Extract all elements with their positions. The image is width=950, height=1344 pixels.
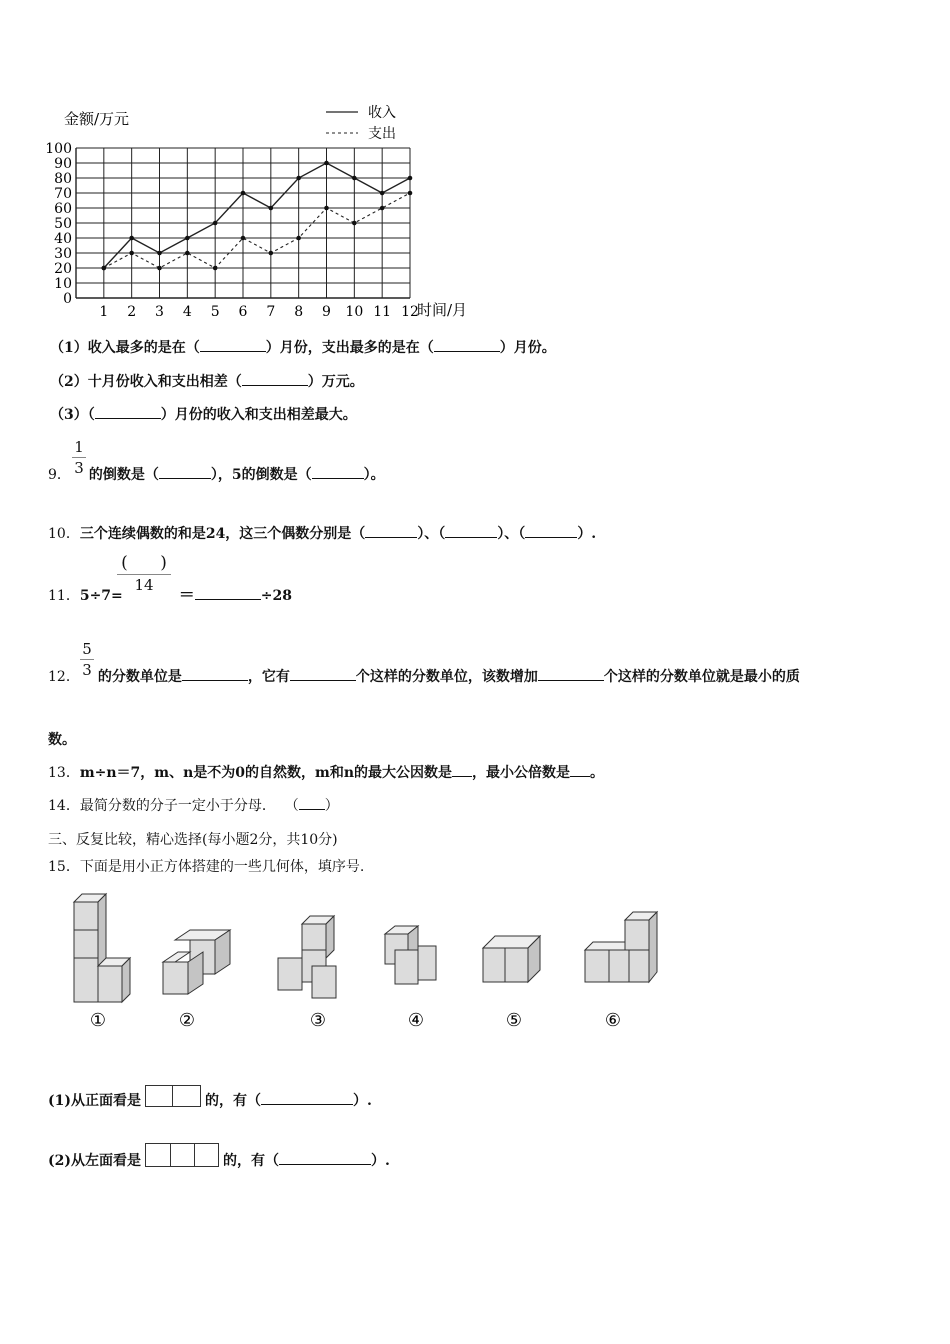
answer-blank[interactable] — [445, 523, 497, 538]
chart-y-ticks — [45, 141, 72, 307]
data-point — [352, 176, 357, 181]
figure-1-cubes — [74, 894, 130, 1002]
legend-expense-label: 支出 — [368, 126, 396, 142]
section-3-title: 三、反复比较，精心选择(每小题2分，共10分) — [48, 832, 338, 848]
legend-income-label: 收入 — [368, 105, 396, 121]
chart-grid — [76, 148, 410, 298]
data-point — [213, 266, 218, 271]
x-tick-label: 5 — [210, 304, 220, 320]
data-point — [408, 176, 413, 181]
question-12-cont: 数。 — [48, 732, 76, 748]
y-tick-label: 60 — [54, 201, 72, 217]
data-point — [408, 191, 413, 196]
chart-series — [102, 161, 413, 271]
data-point — [157, 251, 162, 256]
answer-blank[interactable] — [452, 762, 472, 777]
data-point — [129, 251, 134, 256]
x-tick-label: 12 — [401, 304, 419, 320]
y-tick-label: 50 — [54, 216, 72, 232]
answer-blank[interactable] — [279, 1150, 371, 1165]
figure-label: ① — [89, 1010, 107, 1031]
chart-x-ticks — [99, 304, 419, 320]
data-point — [213, 221, 218, 226]
data-point — [241, 236, 246, 241]
y-tick-label: 90 — [54, 156, 72, 172]
y-tick-label: 40 — [54, 231, 72, 247]
y-tick-label: 70 — [54, 186, 72, 202]
figure-labels — [90, 1010, 621, 1031]
x-tick-label: 9 — [322, 304, 331, 320]
x-tick-label: 11 — [373, 304, 392, 320]
figure-label: ⑥ — [604, 1010, 622, 1031]
income-expense-chart — [40, 100, 500, 325]
y-tick-label: 10 — [54, 276, 72, 292]
q11-fraction: ( ) 14 — [117, 553, 171, 594]
q8-sub2: （2）十月份收入和支出相差（ ）万元。 — [50, 371, 364, 391]
data-point — [380, 206, 385, 211]
data-point — [241, 191, 246, 196]
data-point — [102, 266, 107, 271]
data-point — [269, 251, 274, 256]
figure-label: ③ — [309, 1010, 327, 1031]
q8-sub3: （3）（ ）月份的收入和支出相差最大。 — [50, 404, 357, 424]
x-tick-label: 3 — [155, 304, 164, 320]
y-tick-label: 80 — [54, 171, 72, 187]
question-9: 9． 的倒数是（ ），5的倒数是（ ）。 — [48, 464, 385, 484]
data-point — [129, 236, 134, 241]
answer-blank[interactable] — [95, 404, 161, 419]
question-15: 15．下面是用小正方体搭建的一些几何体，填序号. — [48, 859, 365, 875]
question-13: 13．m÷n＝7，m、n是不为0的自然数，m和n的最大公因数是 ，最小公倍数是 。 — [48, 762, 604, 782]
x-tick-label: 8 — [294, 304, 304, 320]
chart-x-label: 时间/月 — [417, 301, 468, 319]
q15-sub2: (2)从左面看是 的，有（ ）. — [48, 1143, 390, 1170]
q9-fraction: 1 3 — [72, 438, 86, 477]
answer-blank[interactable] — [312, 464, 364, 479]
left-view-shape — [145, 1143, 219, 1167]
x-tick-label: 10 — [345, 304, 364, 320]
data-point — [324, 206, 329, 211]
series-line-income — [104, 163, 410, 268]
data-point — [380, 191, 385, 196]
answer-blank[interactable] — [525, 523, 577, 538]
data-point — [324, 161, 329, 166]
question-11: 11．5÷7= ＝ ÷28 — [48, 585, 293, 604]
q15-sub1: (1)从正面看是 的，有（ ）. — [48, 1085, 372, 1110]
x-tick-label: 2 — [127, 304, 137, 320]
answer-blank[interactable] — [434, 337, 500, 352]
data-point — [269, 206, 274, 211]
answer-blank[interactable] — [182, 666, 248, 681]
cube-figures — [40, 890, 680, 1035]
answer-blank[interactable] — [299, 795, 325, 810]
question-10: 10．三个连续偶数的和是24，这三个偶数分别是（ ）、（ ）、（ ）. — [48, 523, 596, 543]
answer-blank[interactable] — [195, 585, 261, 600]
x-tick-label: 4 — [182, 304, 192, 320]
answer-blank[interactable] — [365, 523, 417, 538]
answer-blank[interactable] — [159, 464, 211, 479]
y-tick-label: 30 — [54, 246, 72, 262]
data-point — [157, 266, 162, 271]
y-tick-label: 20 — [54, 261, 72, 277]
figure-2-cubes — [163, 930, 230, 994]
figure-label: ⑤ — [505, 1010, 523, 1031]
q8-sub1: （1）收入最多的是在（ ）月份，支出最多的是在（ ）月份。 — [50, 337, 556, 357]
figure-6-cubes — [585, 912, 657, 982]
data-point — [296, 176, 301, 181]
data-point — [185, 251, 190, 256]
answer-blank[interactable] — [290, 666, 356, 681]
question-12: 12． 的分数单位是 ，它有 个这样的分数单位，该数增加 个这样的分数单位就是最小的质 — [48, 666, 800, 686]
figure-label: ④ — [407, 1010, 425, 1031]
question-14: 14．最简分数的分子一定小于分母． （ ） — [48, 795, 339, 815]
answer-blank[interactable] — [200, 337, 266, 352]
chart-y-label: 金额/万元 — [64, 110, 130, 128]
q12-fraction: 5 3 — [80, 640, 94, 679]
data-point — [352, 221, 357, 226]
x-tick-label: 7 — [266, 304, 276, 320]
answer-blank[interactable] — [570, 762, 590, 777]
data-point — [296, 236, 301, 241]
figure-3-cubes — [278, 916, 336, 998]
front-view-shape — [145, 1085, 201, 1107]
answer-blank[interactable] — [261, 1090, 353, 1105]
figure-label: ② — [178, 1010, 196, 1031]
answer-blank[interactable] — [242, 371, 308, 386]
figure-5-cubes — [483, 936, 540, 982]
x-tick-label: 6 — [238, 304, 248, 320]
figure-4-cubes — [385, 926, 436, 984]
y-tick-label: 0 — [63, 291, 72, 307]
answer-blank[interactable] — [538, 666, 604, 681]
series-line-expense — [104, 193, 410, 268]
x-tick-label: 1 — [99, 304, 109, 320]
data-point — [185, 236, 190, 241]
y-tick-label: 100 — [45, 141, 72, 157]
